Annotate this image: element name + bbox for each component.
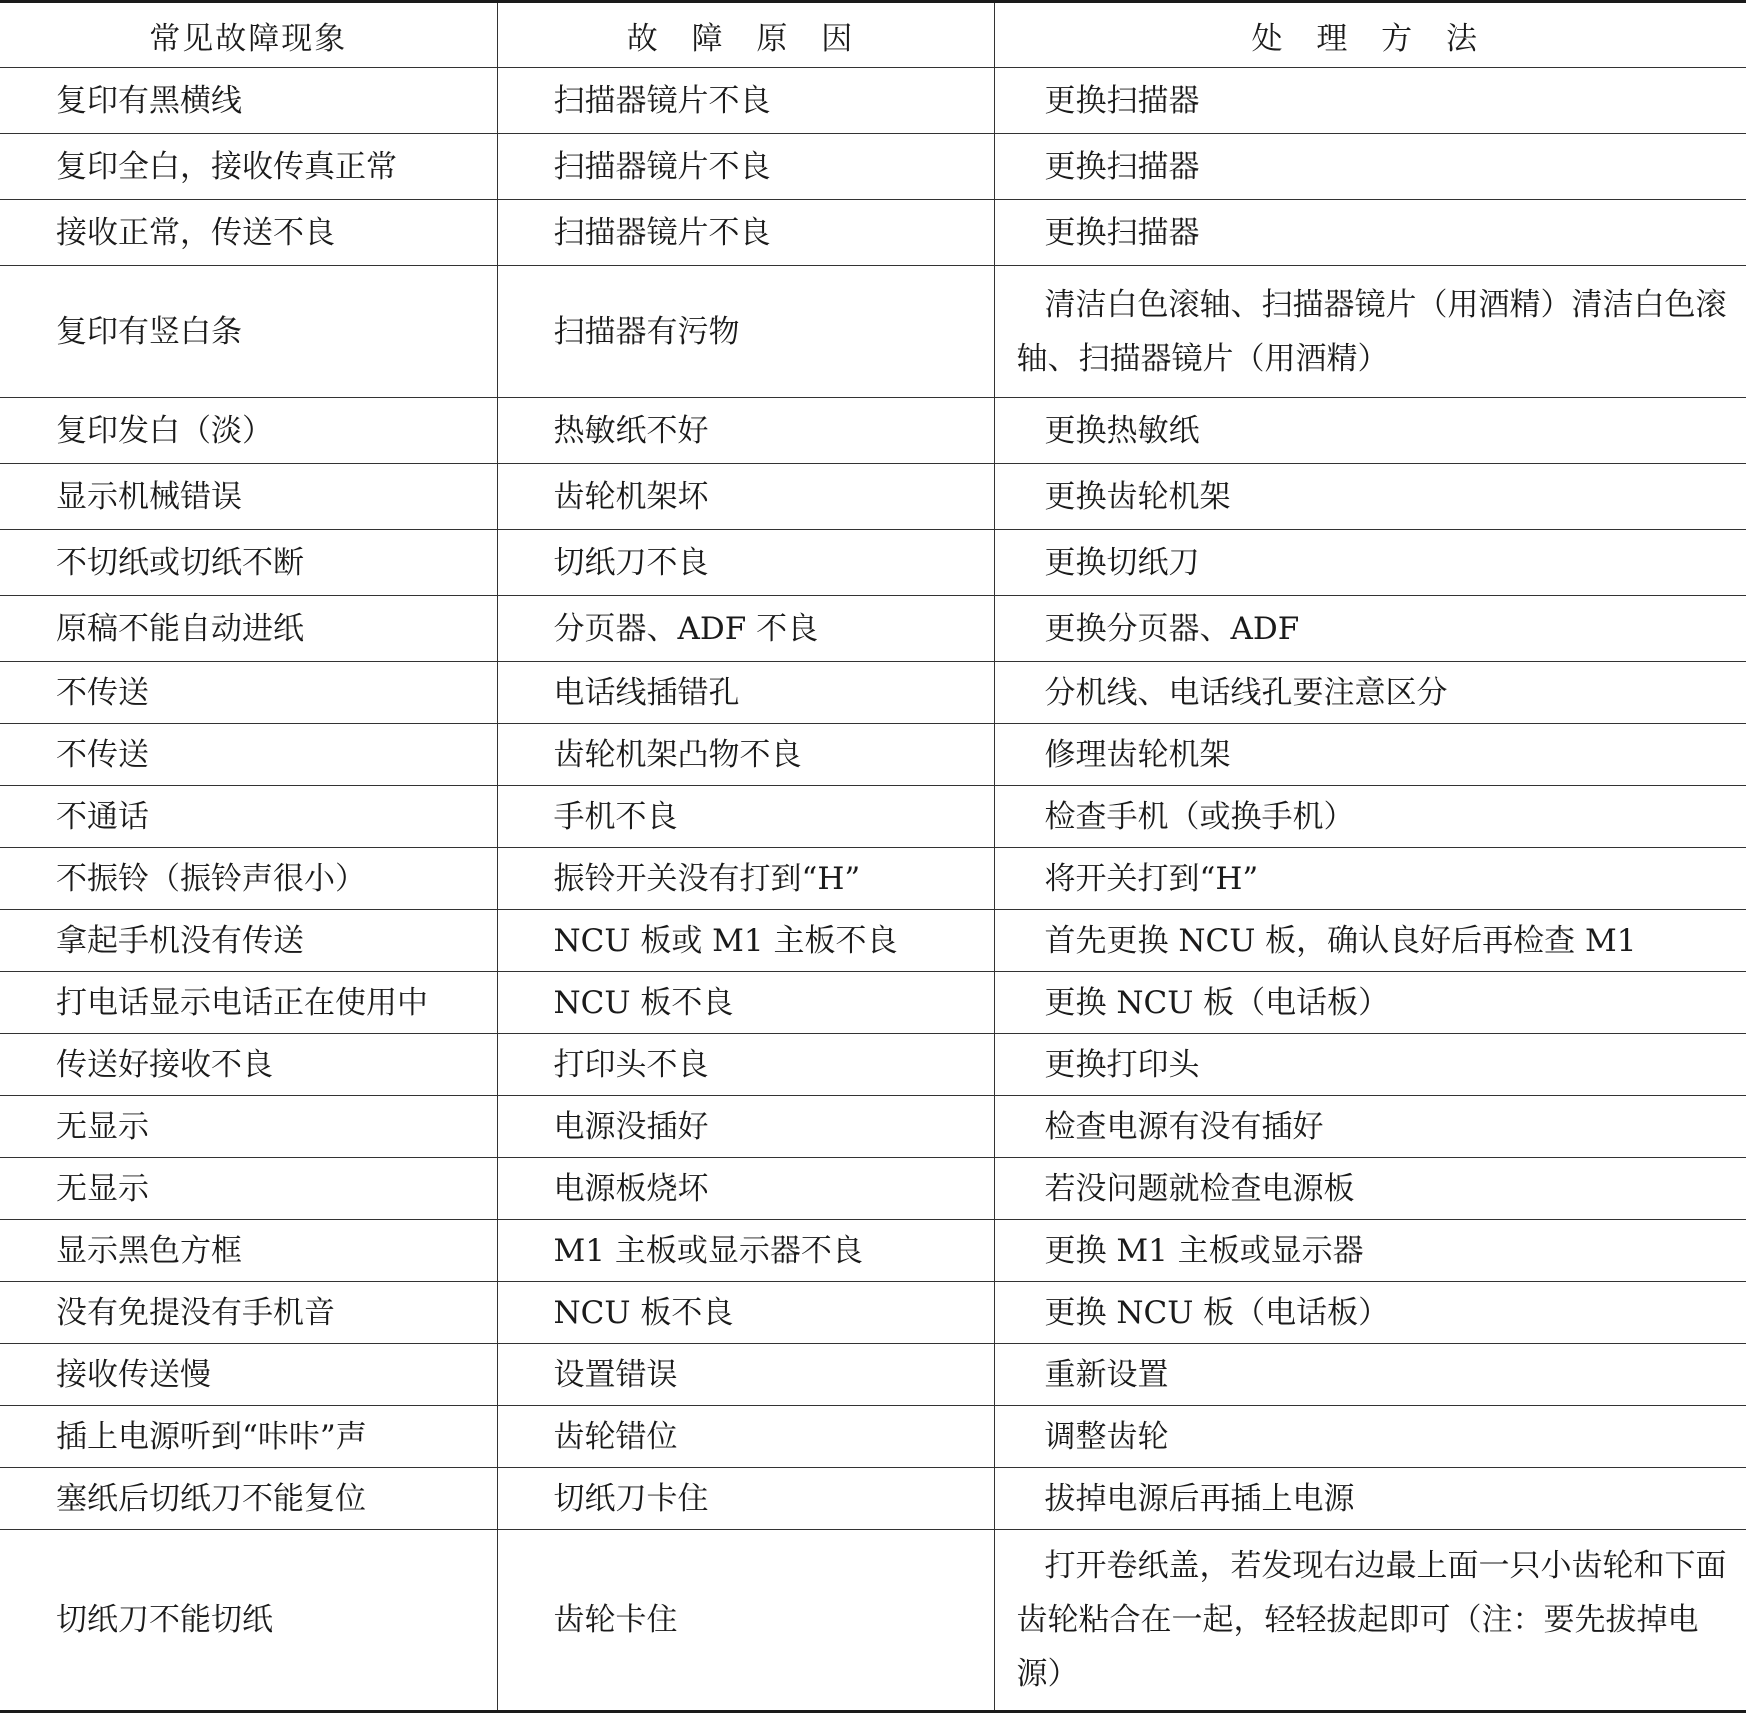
table-row	[0, 530, 1746, 596]
cell-symptom: 拿起手机没有传送	[0, 910, 497, 972]
cell-symptom: 复印有竖白条	[0, 266, 497, 398]
cell-cause: 打印头不良	[497, 1034, 994, 1096]
cell-solution: 检查手机（或换手机）	[994, 786, 1746, 848]
cell-symptom: 无显示	[0, 1158, 497, 1220]
cell-symptom: 显示黑色方框	[0, 1220, 497, 1282]
cell-cause: 振铃开关没有打到“H”	[497, 848, 994, 910]
table-row	[0, 1158, 1746, 1220]
cell-symptom: 显示机械错误	[0, 464, 497, 530]
cell-symptom: 原稿不能自动进纸	[0, 596, 497, 662]
table-row	[0, 724, 1746, 786]
cell-symptom: 不振铃（振铃声很小）	[0, 848, 497, 910]
cell-symptom: 接收正常，传送不良	[0, 200, 497, 266]
cell-solution: 调整齿轮	[994, 1406, 1746, 1468]
table-header-row	[0, 2, 1746, 68]
cell-symptom: 不通话	[0, 786, 497, 848]
cell-solution: 更换分页器、ADF	[994, 596, 1746, 662]
cell-symptom: 复印全白，接收传真正常	[0, 134, 497, 200]
cell-cause: 齿轮卡住	[497, 1530, 994, 1712]
cell-solution: 更换热敏纸	[994, 398, 1746, 464]
cell-cause: M1 主板或显示器不良	[497, 1220, 994, 1282]
cell-solution: 分机线、电话线孔要注意区分	[994, 662, 1746, 724]
table-row	[0, 1406, 1746, 1468]
table-row	[0, 1096, 1746, 1158]
cell-cause: 切纸刀不良	[497, 530, 994, 596]
cell-solution: 更换 M1 主板或显示器	[994, 1220, 1746, 1282]
header-cause: 故 障 原 因	[497, 2, 994, 68]
cell-symptom: 无显示	[0, 1096, 497, 1158]
cell-cause: 分页器、ADF 不良	[497, 596, 994, 662]
header-solution: 处 理 方 法	[994, 2, 1746, 68]
cell-cause: 扫描器镜片不良	[497, 68, 994, 134]
cell-solution: 更换齿轮机架	[994, 464, 1746, 530]
cell-solution: 修理齿轮机架	[994, 724, 1746, 786]
table-row	[0, 848, 1746, 910]
cell-solution: 更换 NCU 板（电话板）	[994, 972, 1746, 1034]
cell-symptom: 不切纸或切纸不断	[0, 530, 497, 596]
cell-cause: 切纸刀卡住	[497, 1468, 994, 1530]
table-row	[0, 134, 1746, 200]
cell-symptom: 插上电源听到“咔咔”声	[0, 1406, 497, 1468]
cell-cause: 手机不良	[497, 786, 994, 848]
cell-cause: NCU 板不良	[497, 972, 994, 1034]
table-row	[0, 68, 1746, 134]
cell-solution: 首先更换 NCU 板，确认良好后再检查 M1	[994, 910, 1746, 972]
table-row	[0, 596, 1746, 662]
table-row	[0, 662, 1746, 724]
cell-solution: 更换扫描器	[994, 68, 1746, 134]
cell-solution: 拔掉电源后再插上电源	[994, 1468, 1746, 1530]
cell-solution: 打开卷纸盖，若发现右边最上面一只小齿轮和下面齿轮粘合在一起，轻轻拔起即可（注：要先拔掉电源）	[994, 1530, 1746, 1712]
cell-solution: 更换切纸刀	[994, 530, 1746, 596]
table-row	[0, 786, 1746, 848]
table-row	[0, 266, 1746, 398]
table-row	[0, 1344, 1746, 1406]
cell-cause: 电源没插好	[497, 1096, 994, 1158]
table-row	[0, 398, 1746, 464]
cell-solution: 更换扫描器	[994, 200, 1746, 266]
table-row	[0, 1220, 1746, 1282]
cell-cause: 设置错误	[497, 1344, 994, 1406]
cell-cause: 电话线插错孔	[497, 662, 994, 724]
table-row	[0, 1034, 1746, 1096]
cell-solution: 检查电源有没有插好	[994, 1096, 1746, 1158]
cell-symptom: 复印有黑横线	[0, 68, 497, 134]
cell-cause: 齿轮机架坏	[497, 464, 994, 530]
cell-solution: 更换 NCU 板（电话板）	[994, 1282, 1746, 1344]
cell-symptom: 接收传送慢	[0, 1344, 497, 1406]
cell-solution: 重新设置	[994, 1344, 1746, 1406]
cell-symptom: 塞纸后切纸刀不能复位	[0, 1468, 497, 1530]
cell-symptom: 切纸刀不能切纸	[0, 1530, 497, 1712]
cell-symptom: 不传送	[0, 724, 497, 786]
cell-cause: 齿轮机架凸物不良	[497, 724, 994, 786]
table-row	[0, 200, 1746, 266]
cell-cause: 电源板烧坏	[497, 1158, 994, 1220]
cell-solution: 若没问题就检查电源板	[994, 1158, 1746, 1220]
cell-solution: 更换打印头	[994, 1034, 1746, 1096]
cell-symptom: 传送好接收不良	[0, 1034, 497, 1096]
cell-symptom: 没有免提没有手机音	[0, 1282, 497, 1344]
table-row	[0, 464, 1746, 530]
cell-cause: 扫描器有污物	[497, 266, 994, 398]
cell-cause: NCU 板或 M1 主板不良	[497, 910, 994, 972]
cell-solution: 更换扫描器	[994, 134, 1746, 200]
cell-cause: 齿轮错位	[497, 1406, 994, 1468]
table-row	[0, 910, 1746, 972]
cell-cause: 热敏纸不好	[497, 398, 994, 464]
cell-solution: 将开关打到“H”	[994, 848, 1746, 910]
cell-symptom: 打电话显示电话正在使用中	[0, 972, 497, 1034]
cell-cause: NCU 板不良	[497, 1282, 994, 1344]
cell-cause: 扫描器镜片不良	[497, 200, 994, 266]
header-symptom: 常见故障现象	[0, 2, 497, 68]
cell-symptom: 不传送	[0, 662, 497, 724]
cell-solution: 清洁白色滚轴、扫描器镜片（用酒精）清洁白色滚轴、扫描器镜片（用酒精）	[994, 266, 1746, 398]
cell-cause: 扫描器镜片不良	[497, 134, 994, 200]
table-row	[0, 1468, 1746, 1530]
table-row	[0, 1282, 1746, 1344]
table-row	[0, 972, 1746, 1034]
table-row	[0, 1530, 1746, 1712]
cell-symptom: 复印发白（淡）	[0, 398, 497, 464]
